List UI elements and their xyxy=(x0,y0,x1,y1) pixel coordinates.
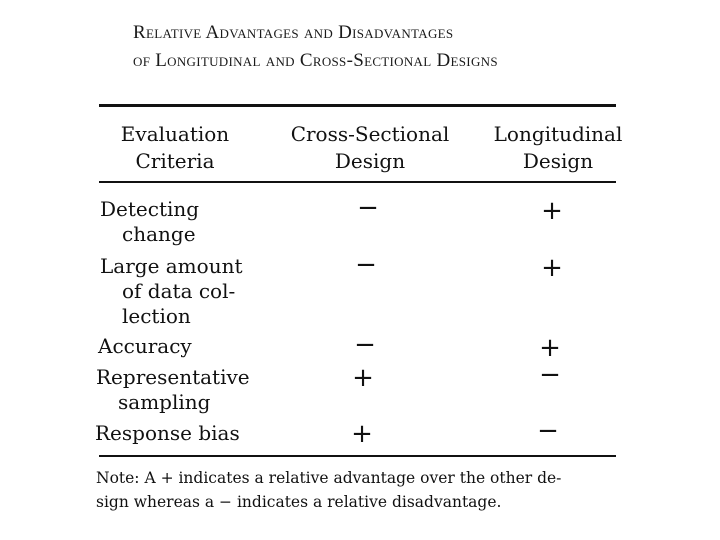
header-criteria-line: Criteria xyxy=(135,149,215,173)
header-cross-sectional-line: Design xyxy=(334,149,406,173)
header-cross-sectional xyxy=(285,121,455,175)
row-data-collection-cross-sectional-mark: − xyxy=(355,250,377,280)
title-line-2: of Longitudinal and Cross-Sectional Designs xyxy=(133,50,498,71)
header-longitudinal-line: Design xyxy=(522,149,594,173)
title-line-1: Relative Advantages and Disadvantages xyxy=(133,22,454,43)
row-response-bias-longitudinal-mark: − xyxy=(537,416,559,446)
row-accuracy-longitudinal-mark: + xyxy=(539,333,561,363)
row-data-collection-longitudinal-mark: + xyxy=(541,253,563,283)
header-rule xyxy=(99,181,616,183)
criteria-line: Detecting xyxy=(100,197,200,221)
criteria-line: Representative xyxy=(96,365,250,389)
top-rule xyxy=(99,104,616,107)
criteria-line: change xyxy=(122,222,196,246)
criteria-line: Large amount xyxy=(100,254,243,278)
table-note xyxy=(96,466,616,514)
row-accuracy-cross-sectional-mark: − xyxy=(354,330,376,360)
row-detecting-change-longitudinal-mark: + xyxy=(541,196,563,226)
header-criteria-line: Evaluation xyxy=(120,122,230,146)
note-line: Note: A + indicates a relative advantage over the other de- xyxy=(96,469,562,487)
criteria-line: sampling xyxy=(118,390,211,414)
header-longitudinal xyxy=(478,121,638,175)
criteria-line: Response bias xyxy=(95,421,240,445)
row-response-bias-criteria xyxy=(95,421,240,446)
header-cross-sectional-line: Cross-Sectional xyxy=(290,122,450,146)
bottom-rule xyxy=(99,455,616,457)
criteria-line: of data col- xyxy=(122,279,236,303)
note-line: sign whereas a − indicates a relative disadvantage. xyxy=(96,493,502,511)
row-detecting-change-cross-sectional-mark: − xyxy=(357,193,379,223)
row-representative-sampling-longitudinal-mark: − xyxy=(539,360,561,390)
header-criteria xyxy=(110,121,240,175)
criteria-line: lection xyxy=(122,304,191,328)
row-accuracy-criteria xyxy=(98,334,192,359)
row-data-collection-criteria xyxy=(100,254,243,329)
row-response-bias-cross-sectional-mark: + xyxy=(351,419,373,449)
header-longitudinal-line: Longitudinal xyxy=(493,122,623,146)
row-detecting-change-criteria xyxy=(100,197,199,247)
row-representative-sampling-criteria xyxy=(96,365,250,415)
row-representative-sampling-cross-sectional-mark: + xyxy=(352,363,374,393)
criteria-line: Accuracy xyxy=(98,334,192,358)
